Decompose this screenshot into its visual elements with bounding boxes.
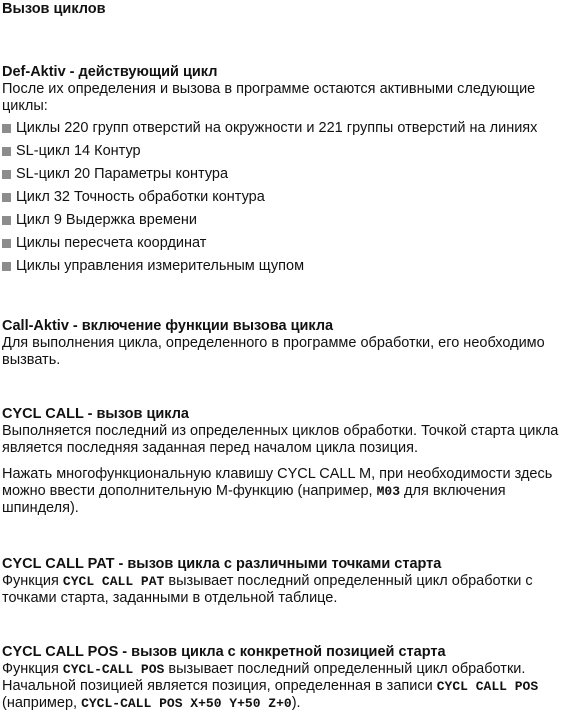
cycl-call-pos-heading: CYCL CALL POS - вызов цикла с конкретной позицией старта — [2, 644, 446, 660]
cycl-call-pos-section — [2, 644, 562, 712]
cycl-call-paragraph-2: Нажать многофункциональную клавишу CYCL CALL M, при необходимости здесь можно ввести дополнительную М-функцию (например, M03 для включения шпинделя). — [2, 466, 553, 516]
list-item: Цикл 9 Выдержка времени — [2, 212, 562, 235]
square-bullet-icon — [2, 124, 11, 133]
list-item: Циклы 220 групп отверстий на окружности и 221 группы отверстий на линиях — [2, 120, 562, 143]
def-aktiv-heading: Def-Aktiv - действующий цикл — [2, 64, 218, 80]
square-bullet-icon — [2, 216, 11, 225]
active-cycles-list — [2, 120, 562, 281]
list-item: Циклы управления измерительным щупом — [2, 258, 562, 281]
square-bullet-icon — [2, 239, 11, 248]
cycl-call-pat-heading: CYCL CALL PAT - вызов цикла с различными точками старта — [2, 556, 442, 572]
def-aktiv-intro: После их определения и вызова в программе остаются активными следующие циклы: — [2, 81, 536, 114]
list-item: Циклы пересчета координат — [2, 235, 562, 258]
cycl-call-heading: CYCL CALL - вызов цикла — [2, 406, 189, 422]
cycl-call-pat-text: Функция CYCL CALL PAT вызывает последний определенный цикл обработки с точками старта, заданными в отдельной таблице. — [2, 573, 533, 606]
square-bullet-icon — [2, 170, 11, 179]
square-bullet-icon — [2, 147, 11, 156]
cycl-call-pat-section — [2, 556, 562, 607]
code-inline: CYCL-CALL POS X+50 Y+50 Z+0 — [81, 696, 292, 711]
square-bullet-icon — [2, 193, 11, 202]
call-aktiv-heading: Call-Aktiv - включение функции вызова цикла — [2, 318, 334, 334]
list-item: SL-цикл 14 Контур — [2, 143, 562, 166]
cycl-call-paragraph-1: Выполняется последний из определенных циклов обработки. Точкой старта цикла является последняя заданная перед началом цикла позиция. — [2, 423, 559, 456]
code-inline: CYCL CALL POS — [436, 679, 539, 694]
code-inline: CYCL-CALL POS — [62, 662, 165, 677]
list-item: Цикл 32 Точность обработки контура — [2, 189, 562, 212]
call-aktiv-text: Для выполнения цикла, определенного в программе обработки, его необходимо вызвать. — [2, 335, 545, 368]
call-aktiv-section — [2, 318, 562, 369]
cycl-call-section — [2, 406, 562, 517]
code-inline: M03 — [376, 484, 400, 499]
code-inline: CYCL CALL PAT — [62, 574, 165, 589]
list-item: SL-цикл 20 Параметры контура — [2, 166, 562, 189]
def-aktiv-section — [2, 64, 562, 281]
page-title: Вызов циклов — [2, 1, 106, 17]
cycl-call-pos-text: Функция CYCL-CALL POS вызывает последний определенный цикл обработки. Начальной позицией является позиция, определенная в записи CYCL CALL POS (например, CYCL-CALL POS X+50 Y+50 Z+0). — [2, 661, 539, 711]
square-bullet-icon — [2, 262, 11, 271]
